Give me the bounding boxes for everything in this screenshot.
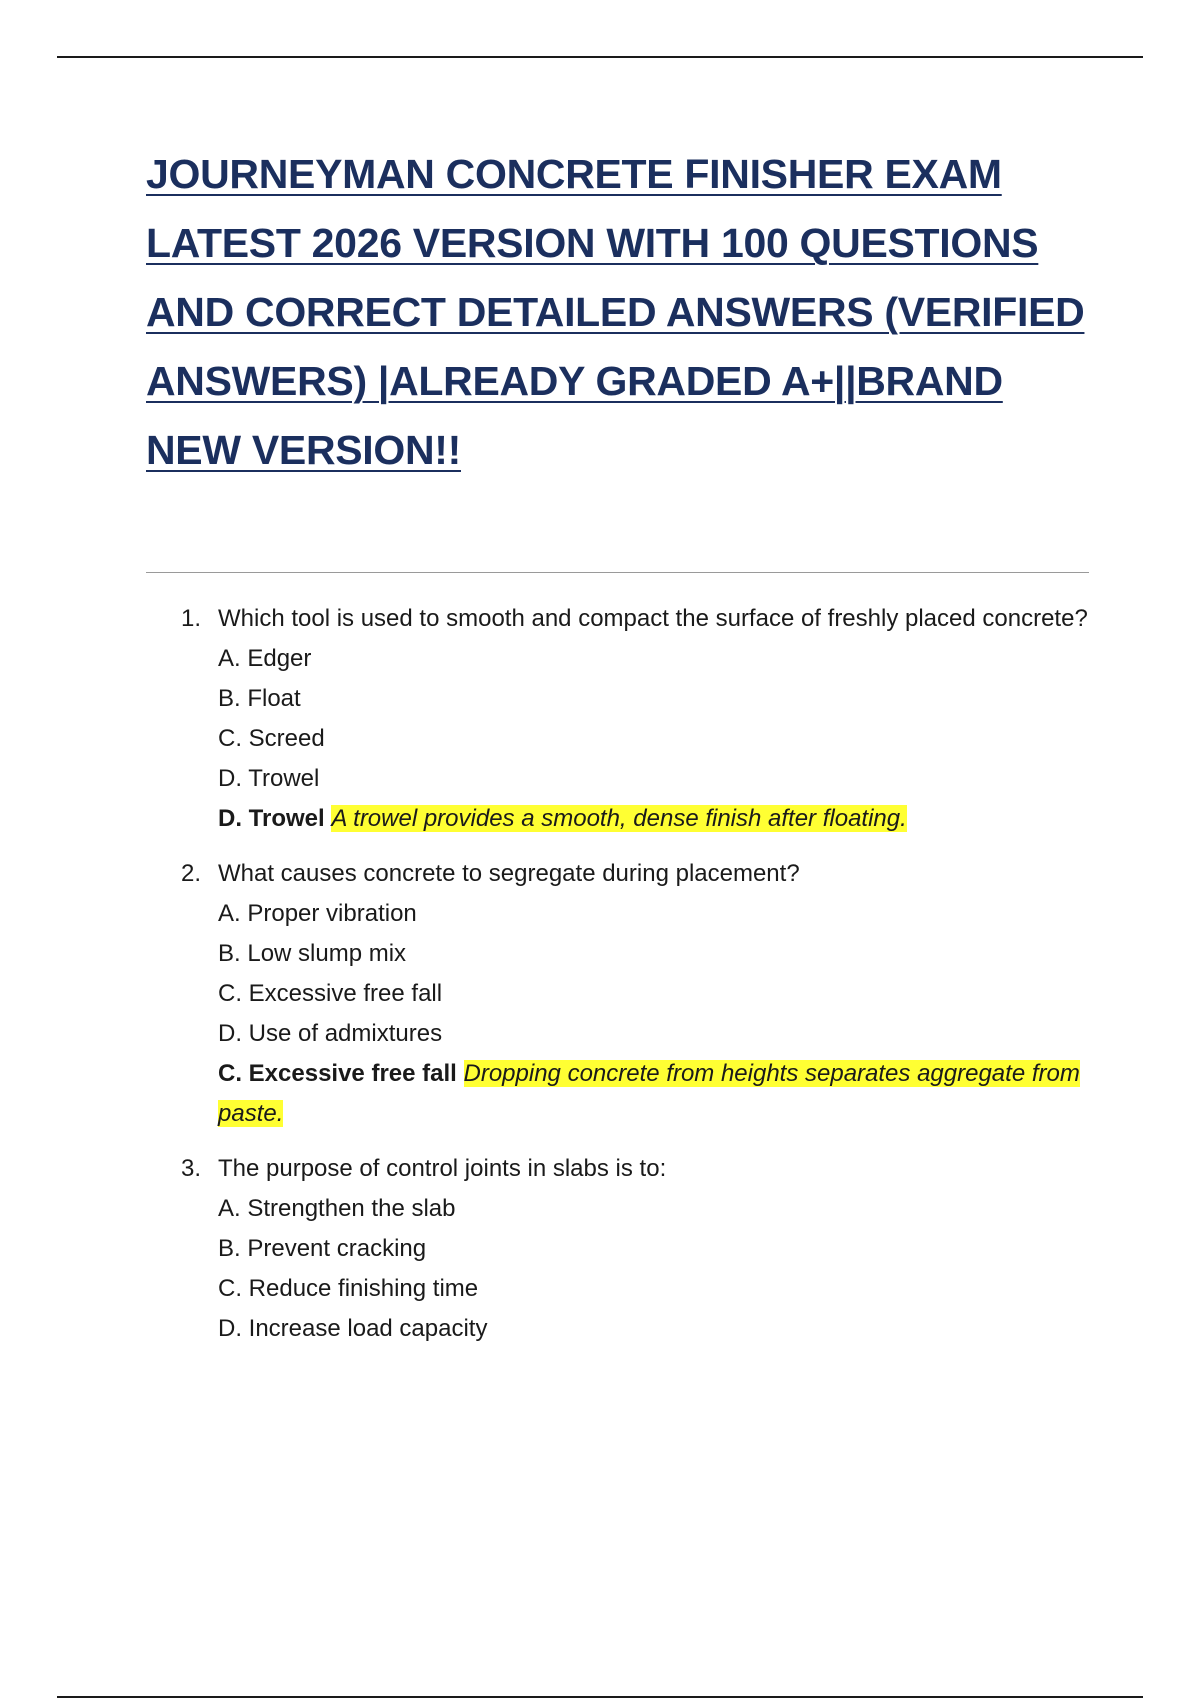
question-number: 3. xyxy=(181,1155,202,1182)
answer-option: A. Proper vibration xyxy=(218,900,417,927)
question-number: 2. xyxy=(181,860,202,887)
question-body xyxy=(218,599,1088,839)
question-number: 1. xyxy=(181,605,202,632)
answer-option: B. Prevent cracking xyxy=(218,1235,427,1262)
correct-answer xyxy=(218,1054,1088,1134)
answer-option: B. Low slump mix xyxy=(218,940,407,967)
question-item xyxy=(0,1149,1200,1349)
answer-option: D. Trowel xyxy=(218,765,320,792)
correct-answer-label: D. Trowel xyxy=(218,805,325,832)
question-body xyxy=(218,854,1088,1134)
top-rule xyxy=(57,56,1143,58)
correct-answer xyxy=(218,799,1088,839)
answer-option: C. Screed xyxy=(218,725,325,752)
document-title: JOURNEYMAN CONCRETE FINISHER EXAM LATEST 2026 VERSION WITH 100 QUESTIONS AND CORRECT DETAILED ANSWERS (VERIFIED ANSWERS) |ALREADY GRADED A+||BRAND NEW VERSION!! xyxy=(146,151,1085,473)
bottom-rule xyxy=(57,1696,1143,1698)
question-text: The purpose of control joints in slabs is to: xyxy=(218,1155,667,1182)
answer-option: C. Reduce finishing time xyxy=(218,1275,479,1302)
question-text: What causes concrete to segregate during placement? xyxy=(218,860,800,887)
question-text: Which tool is used to smooth and compact the surface of freshly placed concrete? xyxy=(218,605,1088,632)
question-body xyxy=(218,1149,1088,1349)
answer-explanation: Dropping concrete from heights separates aggregate from paste. xyxy=(218,1060,1080,1127)
answer-explanation: A trowel provides a smooth, dense finish after floating. xyxy=(331,805,907,832)
answer-option: D. Use of admixtures xyxy=(218,1020,443,1047)
question-item xyxy=(0,854,1200,1134)
answer-option: B. Float xyxy=(218,685,301,712)
answer-option: C. Excessive free fall xyxy=(218,980,443,1007)
answer-option: D. Increase load capacity xyxy=(218,1315,488,1342)
question-item xyxy=(0,599,1200,839)
answer-option: A. Edger xyxy=(218,645,312,672)
correct-answer-label: C. Excessive free fall xyxy=(218,1060,457,1087)
answer-option: A. Strengthen the slab xyxy=(218,1195,456,1222)
question-list xyxy=(0,599,1200,1364)
section-divider xyxy=(146,572,1089,573)
